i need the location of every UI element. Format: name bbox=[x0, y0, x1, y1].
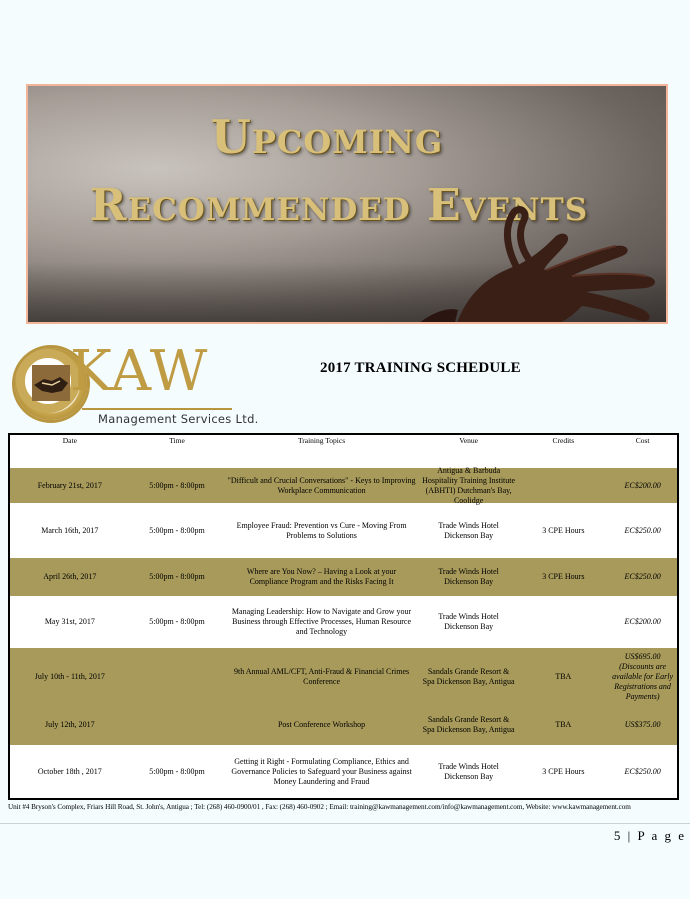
row-cost: EC$200.00 bbox=[624, 480, 661, 490]
contact-footer: Unit #4 Bryson's Complex, Friars Hill Road, St. John's, Antigua ; Tel: (268) 460-0900/01 , Fax: (268) 460-0902 ; Email: training@kawmanagement.com/info@kawmanagement.com, Website: www.kawmanagement.com bbox=[8, 803, 631, 811]
schedule-title: 2017 TRAINING SCHEDULE bbox=[320, 360, 521, 376]
row-time: 5:00pm - 8:00pm bbox=[149, 572, 205, 581]
row-time: 5:00pm - 8:00pm bbox=[149, 617, 205, 626]
table-row bbox=[10, 503, 677, 558]
row-venue: Sandals Grande Resort & Spa Dickenson Bay, Antigua bbox=[422, 715, 515, 734]
row-credits: TBA bbox=[555, 671, 572, 681]
row-credits: 3 CPE Hours bbox=[542, 766, 585, 776]
table-row bbox=[10, 558, 677, 596]
page-number: 5 | P a g e bbox=[613, 828, 686, 843]
table-row bbox=[10, 745, 677, 798]
logo-wordmark: KAW bbox=[70, 339, 209, 404]
handshake-icon bbox=[32, 365, 70, 401]
row-date: July 12th, 2017 bbox=[45, 720, 95, 729]
row-cost: EC$200.00 bbox=[624, 617, 661, 626]
training-schedule-table bbox=[8, 433, 679, 800]
header-venue: Venue bbox=[459, 436, 478, 445]
row-credits: 3 CPE Hours bbox=[542, 525, 585, 535]
logo-subtitle: Management Services Ltd. bbox=[98, 412, 259, 426]
row-venue: Trade Winds Hotel Dickenson Bay bbox=[438, 520, 499, 540]
row-cost: EC$250.00 bbox=[624, 525, 661, 535]
row-venue: Sandals Grande Resort & Spa Dickenson Bay, Antigua bbox=[422, 666, 515, 686]
row-topic: Getting it Right - Formulating Compliance, Ethics and Governance Policies to Safeguard your Business against Money Laundering and Fraud bbox=[231, 756, 412, 786]
row-date: February 21st, 2017 bbox=[37, 480, 102, 490]
row-cost: EC$250.00 bbox=[624, 766, 661, 776]
table-row bbox=[10, 596, 677, 648]
row-cost: US$695.00 (Discounts are available for Early Registrations and Payments) bbox=[612, 651, 674, 701]
row-date: April 26th, 2017 bbox=[43, 572, 97, 581]
footer-divider bbox=[0, 823, 690, 824]
header-time: Time bbox=[169, 436, 185, 445]
banner-title-line2: Recommended Events bbox=[89, 180, 589, 231]
row-credits: 3 CPE Hours bbox=[542, 572, 585, 581]
header-date: Date bbox=[62, 436, 77, 445]
table-row bbox=[10, 465, 677, 505]
table-header-row bbox=[10, 435, 677, 447]
row-topic: 9th Annual AML/CFT, Anti-Fraud & Financial Crimes Conference bbox=[233, 666, 410, 686]
kaw-logo bbox=[12, 339, 259, 430]
row-topic: Where are You Now? – Having a Look at your Compliance Program and the Risks Facing It bbox=[246, 567, 397, 586]
row-date: March 16th, 2017 bbox=[41, 525, 99, 535]
row-venue: Antigua & Barbuda Hospitality Training Institute (ABHTI) Dutchman's Bay, Coolidge bbox=[422, 465, 516, 505]
row-date: October 18th , 2017 bbox=[37, 766, 102, 776]
row-date: May 31st, 2017 bbox=[44, 617, 95, 626]
row-topic: Employee Fraud: Prevention vs Cure - Moving From Problems to Solutions bbox=[236, 520, 407, 540]
row-time: 5:00pm - 8:00pm bbox=[149, 525, 205, 535]
banner-title-line1: Upcoming bbox=[210, 110, 444, 164]
row-time: 5:00pm - 8:00pm bbox=[149, 480, 205, 490]
row-venue: Trade Winds Hotel Dickenson Bay bbox=[438, 567, 499, 586]
logo-divider bbox=[82, 408, 232, 410]
row-credits: TBA bbox=[555, 720, 572, 729]
row-cost: US$375.00 bbox=[624, 720, 661, 729]
row-topic: "Difficult and Crucial Conversations" - Keys to Improving Workplace Communication bbox=[227, 475, 416, 495]
table-row bbox=[10, 648, 677, 705]
header-credits: Credits bbox=[552, 436, 575, 445]
table-row bbox=[10, 705, 677, 745]
row-cost: EC$250.00 bbox=[624, 572, 661, 581]
header-topic: Training Topics bbox=[297, 436, 346, 445]
row-topic: Post Conference Workshop bbox=[277, 720, 366, 729]
events-banner bbox=[26, 84, 668, 324]
row-venue: Trade Winds Hotel Dickenson Bay bbox=[438, 612, 499, 631]
header-cost: Cost bbox=[635, 436, 650, 445]
gesturing-hands-image bbox=[396, 206, 666, 324]
row-venue: Trade Winds Hotel Dickenson Bay bbox=[438, 761, 499, 781]
row-date: July 10th - 11th, 2017 bbox=[34, 671, 105, 681]
row-time: 5:00pm - 8:00pm bbox=[149, 766, 205, 776]
row-topic: Managing Leadership: How to Navigate and Grow your Business through Effective Processes, Human Resource and Technology bbox=[231, 607, 412, 636]
